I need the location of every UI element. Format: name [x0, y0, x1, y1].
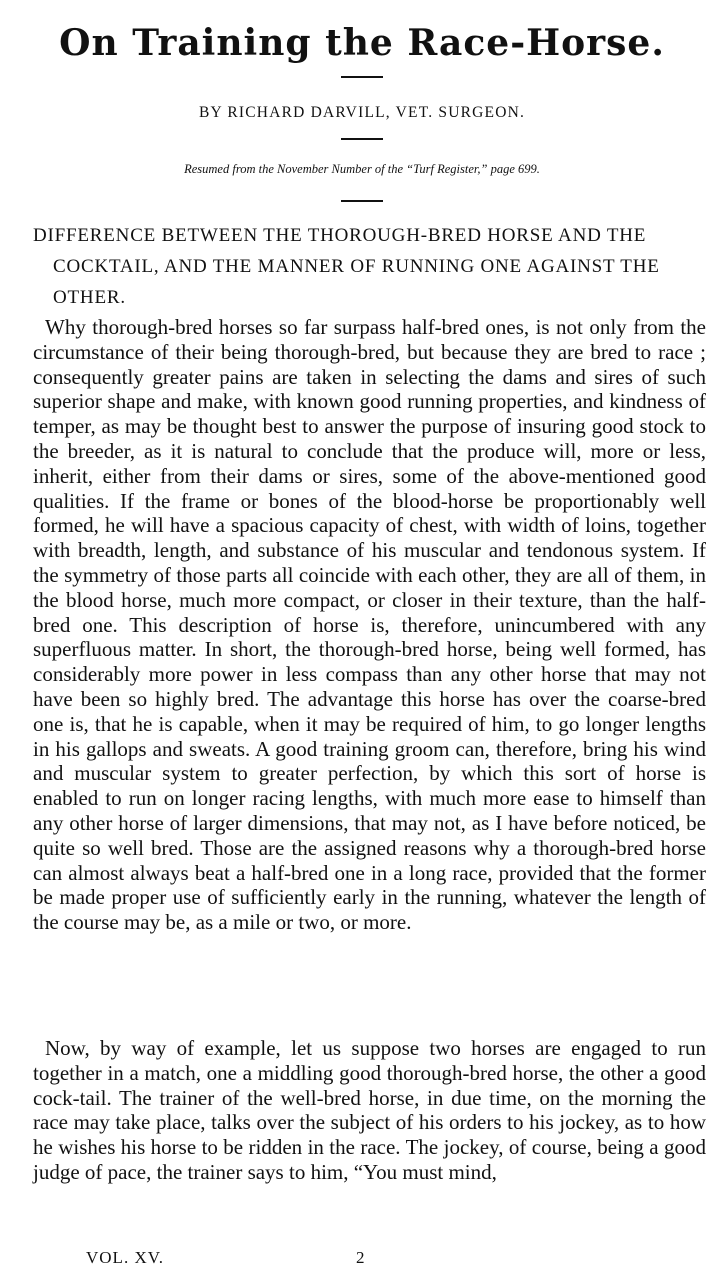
- author-byline: BY RICHARD DARVILL, VET. SURGEON.: [198, 104, 526, 121]
- body-paragraph: Now, by way of example, let us suppose two horses are engaged to run together in a match, one a middling good thorough-bred horse, the other a good cock-tail. The trainer of the well-bred horse, in due time, on the morning the race may take place, talks over the subject of his orders to his jockey, as to how he wishes his horse to be ridden in the race. The jockey, of course, being a good judge of pace, the trainer says to him, “You must mind,: [33, 1036, 706, 1184]
- byline-rule: [341, 138, 383, 140]
- section-heading: DIFFERENCE BETWEEN THE THOROUGH-BRED HORSE AND THE COCKTAIL, AND THE MANNER OF RUNNING ONE AGAINST THE OTHER.: [33, 225, 660, 308]
- body-paragraph: Why thorough-bred horses so far surpass half-bred ones, is not only from the circumstance of their being thorough-bred, but because they are bred to race ; consequently greater pains are taken in selecting the dams and sires of such superior shape and make, with known good running properties, and kindness of temper, as may be thought best to answer the purpose of insuring good stock to the breeder, as it is natural to conclude that the produce will, more or less, inherit, either from their dams or sires, some of the above-mentioned good qualities. If the frame or bones of the blood-horse be proportionably well formed, he will have a spacious capacity of chest, with width of loins, together with breadth, length, and substance of his muscular and tendonous system. If the symmetry of those parts all coincide with each other, they are all of them, in the blood horse, much more compact, or closer in their texture, than the half-bred one. This description of horse is, therefore, unincumbered with any superfluous matter. In short, the thorough-bred horse, being well formed, has considerably more power in less compass than any other horse that may not have been so highly bred. The advantage this horse has over the coarse-bred one is, that he is capable, when it may be required of him, to go longer lengths in his gallops and sweats. A good training groom can, therefore, bring his wind and muscular system to greater perfection, by which this sort of horse is enabled to run on longer racing lengths, with much more ease to himself than any other horse of larger dimensions, that may not, as I have before noticed, be quite so well bred. Those are the assigned reasons why a thorough-bred horse can almost always beat a half-bred one in a long race, provided that the former be made proper use of sufficiently early in the running, whatever the length of the course may be, as a mile or two, or more.: [33, 315, 706, 935]
- resumed-note: Resumed from the November Number of the “Turf Register,” page 699.: [184, 162, 540, 176]
- title-rule: [341, 76, 383, 78]
- signature-mark: 2: [356, 1248, 365, 1267]
- note-rule: [341, 200, 383, 202]
- article-title: On Training the Race-Horse.: [59, 22, 665, 64]
- volume-label: VOL. XV.: [86, 1248, 165, 1267]
